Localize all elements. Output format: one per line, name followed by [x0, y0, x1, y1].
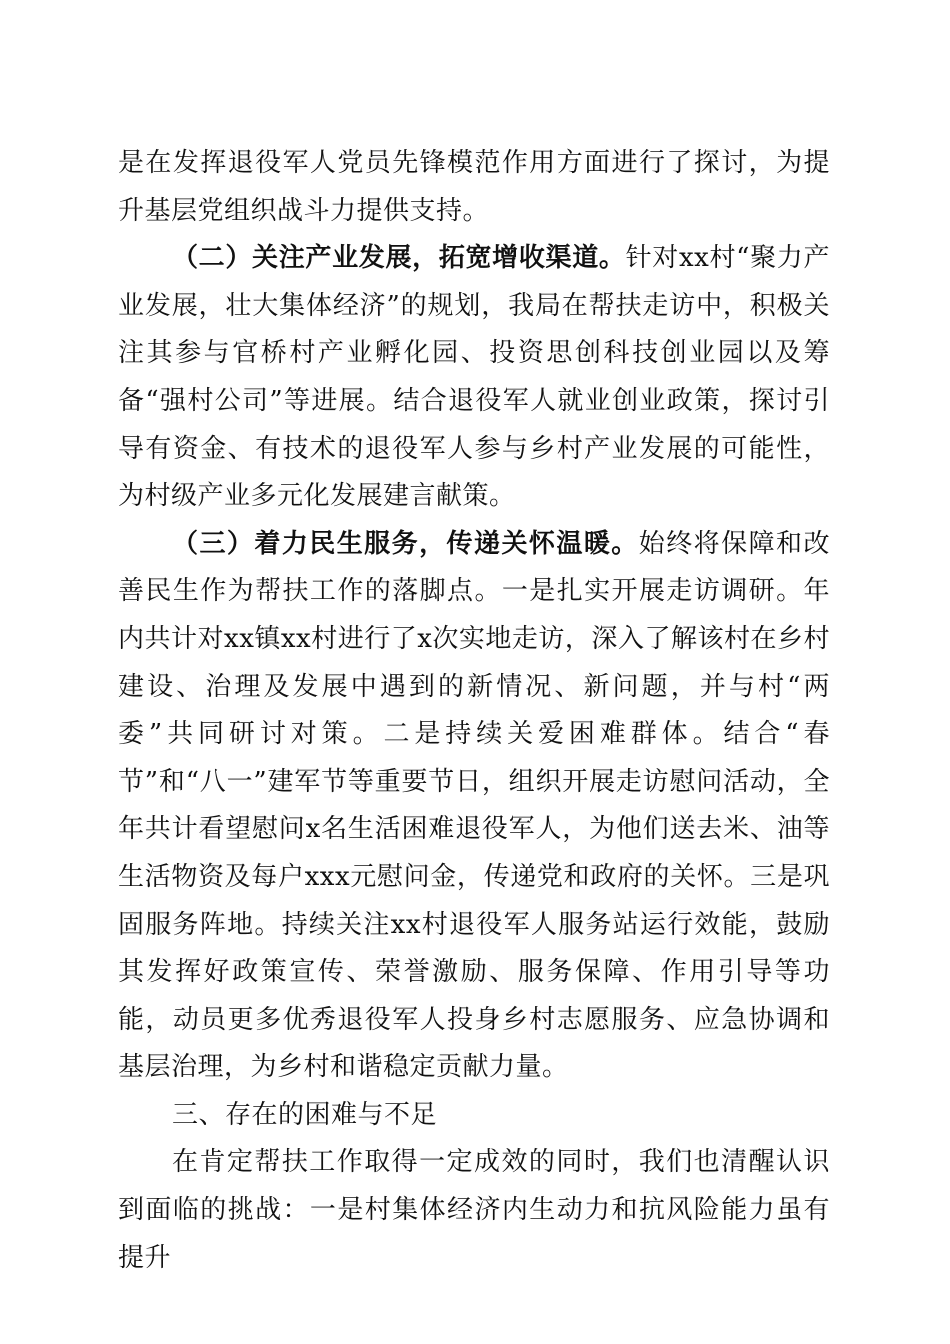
paragraph-challenges [118, 1139, 830, 1282]
paragraph-text: 始终将保障和改善民生作为帮扶工作的落脚点。一是扎实开展走访调研。年内共计对xx镇xx村进行了x次实地走访，深入了解该村在乡村建设、治理及发展中遇到的新情况、新问题，并与村“两委”共同研讨对策。二是持续关爱困难群体。结合“春节”和“八一”建军节等重要节日，组织开展走访慰问活动，全年共计看望慰问x名生活困难退役军人，为他们送去米、油等生活物资及每户xxx元慰问金，传递党和政府的关怀。三是巩固服务阵地。持续关注xx村退役军人服务站运行效能，鼓励其发挥好政策宣传、荣誉激励、服务保障、作用引导等功能，动员更多优秀退役军人投身乡村志愿服务、应急协调和基层治理，为乡村和谐稳定贡献力量。 [118, 528, 830, 1083]
section-heading: 三、存在的困难与不足 [172, 1099, 438, 1130]
paragraph-continuation [118, 140, 830, 235]
paragraph-text: 是在发挥退役军人党员先锋模范作用方面进行了探讨，为提升基层党组织战斗力提供支持。 [118, 148, 830, 226]
paragraph-industry-development [118, 235, 830, 521]
paragraph-text: 针对xx村“聚力产业发展，壮大集体经济”的规划，我局在帮扶走访中，积极关注其参与官桥村产业孵化园、投资思创科技创业园以及筹备“强村公司”等进展。结合退役军人就业创业政策，探讨引导有资金、有技术的退役军人参与乡村产业发展的可能性，为村级产业多元化发展建言献策。 [118, 243, 830, 512]
paragraph-lead: （二）关注产业发展，拓宽增收渠道。 [172, 243, 626, 274]
paragraph-livelihood-services [118, 521, 830, 1092]
document-body [118, 140, 830, 1282]
paragraph-text: 在肯定帮扶工作取得一定成效的同时，我们也清醒认识到面临的挑战：一是村集体经济内生动力和抗风险能力虽有提升 [118, 1147, 830, 1273]
paragraph-lead: （三）着力民生服务，传递关怀温暖。 [172, 528, 639, 559]
